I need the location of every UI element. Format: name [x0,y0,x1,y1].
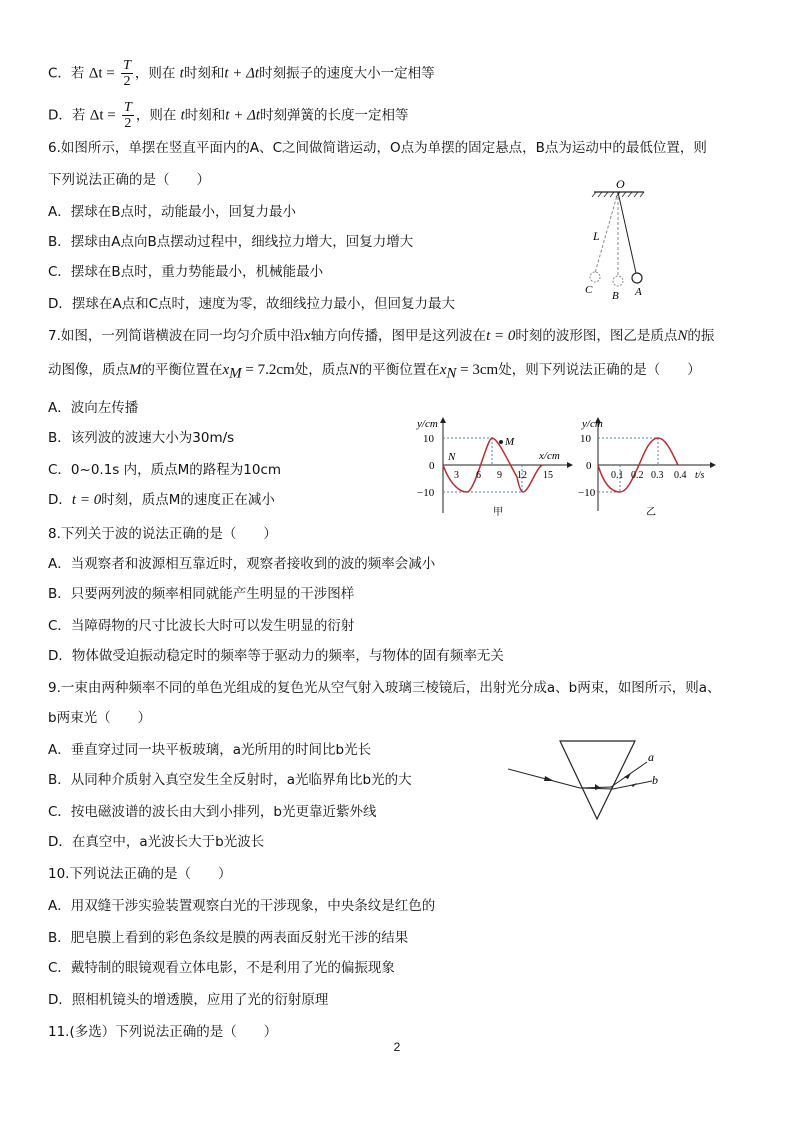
q9-stem-line2: b两束光（ ） [48,710,152,726]
ytick-top: 10 [580,433,591,445]
q7-stem-line2: 动图像，质点M的平衡位置在$x_M = 7.2cm$处，质点N的平衡位置在$x_N = 3cm$处，则下列说法正确的是（ ） [48,362,701,382]
caption-jia: 甲 [493,507,503,518]
q9-option-b: B．从同种介质射入真空发生全反射时，a光临界角比b光的大 [48,772,412,788]
q10-option-c: C．戴特制的眼镜观看立体电影，不是利用了光的偏振现象 [48,960,395,976]
label-M: M [505,436,515,448]
ytick-top: 10 [423,433,434,445]
q9-stem-line1: 9.一束由两种频率不同的单色光组成的复色光从空气射入玻璃三棱镜后，出射光分成a、b两束，如图所示，则a、 [48,680,721,696]
pendulum-figure [580,178,660,303]
xlabel: x/cm [539,450,560,462]
q10-option-a: A．用双缝干涉实验装置观察白光的干涉现象，中央条纹是红色的 [48,898,436,914]
q9-option-c: C．按电磁波谱的波长由大到小排列，b光更靠近紫外线 [48,804,377,820]
q7-option-b: B．该列波的波速大小为30m/s [48,430,235,446]
xtick-6: 6 [476,470,481,481]
q5-option-d: D．若 Δt = $\frac{T}{2}$ ，则在 t时刻和t + Δt时刻弹簧的长度一定相等 [48,100,409,131]
q8-stem: 8.下列关于波的说法正确的是（ ） [48,526,277,542]
label-a: a [648,750,654,764]
label-C: C [585,284,593,296]
q8-option-a: A．当观察者和波源相互靠近时，观察者接收到的波的频率会减小 [48,556,436,572]
q6-option-a: A．摆球在B点时，动能最小，回复力最小 [48,204,296,220]
xtick-12: 12 [517,470,527,481]
label-B: B [612,290,619,302]
caption-yi: 乙 [646,507,656,518]
q8-option-c: C．当障碍物的尺寸比波长大时可以发生明显的衍射 [48,618,355,634]
q7-option-d: D．t = 0时刻，质点M的速度正在减小 [48,492,275,508]
xtick-0.3: 0.3 [651,470,664,481]
xtick-0.1: 0.1 [611,470,624,481]
xtick-3: 3 [454,470,459,481]
q6-option-b: B．摆球由A点向B点摆动过程中，细线拉力增大，回复力增大 [48,234,414,250]
q9-option-d: D．在真空中，a光波长大于b光波长 [48,834,265,850]
q6-option-c: C．摆球在B点时，重力势能最小，机械能最小 [48,264,324,280]
xtick-9: 9 [497,470,502,481]
ytick-zero: 0 [586,460,592,472]
q8-option-b: B．只要两列波的频率相同就能产生明显的干涉图样 [48,586,355,602]
math-expr: Δt = [89,107,116,124]
q5-option-c: C．若 Δt = $\frac{T}{2}$ ，则在 t时刻和t + Δt时刻振子的速度大小一定相等 [48,58,435,89]
q11-stem: 11.(多选）下列说法正确的是（ ） [48,1024,278,1040]
q6-option-d: D．摆球在A点和C点时，速度为零，故细线拉力最小，但回复力最大 [48,296,456,312]
q10-option-d: D．照相机镜头的增透膜，应用了光的衍射原理 [48,992,329,1008]
xtick-0.2: 0.2 [631,470,644,481]
prism-figure [500,735,670,825]
xlabel: t/s [695,470,705,481]
q7-option-c: C．0~0.1s 内，质点M的路程为10cm [48,462,282,478]
q6-stem-line2: 下列说法正确的是（ ） [48,172,210,188]
option-label: C．若 [48,65,85,82]
q8-option-d: D．物体做受迫振动稳定时的频率等于驱动力的频率，与物体的固有频率无关 [48,648,504,664]
q10-stem: 10.下列说法正确的是（ ） [48,866,232,882]
xtick-15: 15 [543,470,553,481]
ytick-bottom: −10 [417,487,435,499]
fraction: $\frac{T}{2}$ [123,58,131,89]
wave-figure-jia [415,415,575,520]
label-A: A [635,286,642,298]
ytick-zero: 0 [429,460,435,472]
fraction: $\frac{T}{2}$ [124,100,132,131]
q9-option-a: A．垂直穿过同一块平板玻璃，a光所用的时间比b光长 [48,742,372,758]
label-O: O [616,178,625,191]
q7-stem-line1: 7.如图，一列简谐横波在同一均匀介质中沿x轴方向传播，图甲是这列波在t = 0时刻的波形图，图乙是质点N的振 [48,328,715,344]
xtick-0.4: 0.4 [674,470,687,481]
page-number: 2 [393,1040,401,1054]
label-b: b [652,773,658,787]
option-label: D．若 [48,107,86,124]
q7-option-a: A．波向左传播 [48,400,139,416]
ylabel: y/cm [582,418,603,430]
ytick-bottom: −10 [578,487,596,499]
q10-option-b: B．肥皂膜上看到的彩色条纹是膜的两表面反射光干涉的结果 [48,930,409,946]
math-expr: Δt = [88,65,115,82]
label-L: L [593,229,600,243]
vibration-figure-yi [578,415,718,520]
label-N: N [448,451,456,463]
ylabel: y/cm [417,418,438,430]
q6-stem-line1: 6.如图所示，单摆在竖直平面内的A、C之间做简谐运动，O点为单摆的固定悬点，B点为运动中的最低位置，则 [48,140,707,156]
